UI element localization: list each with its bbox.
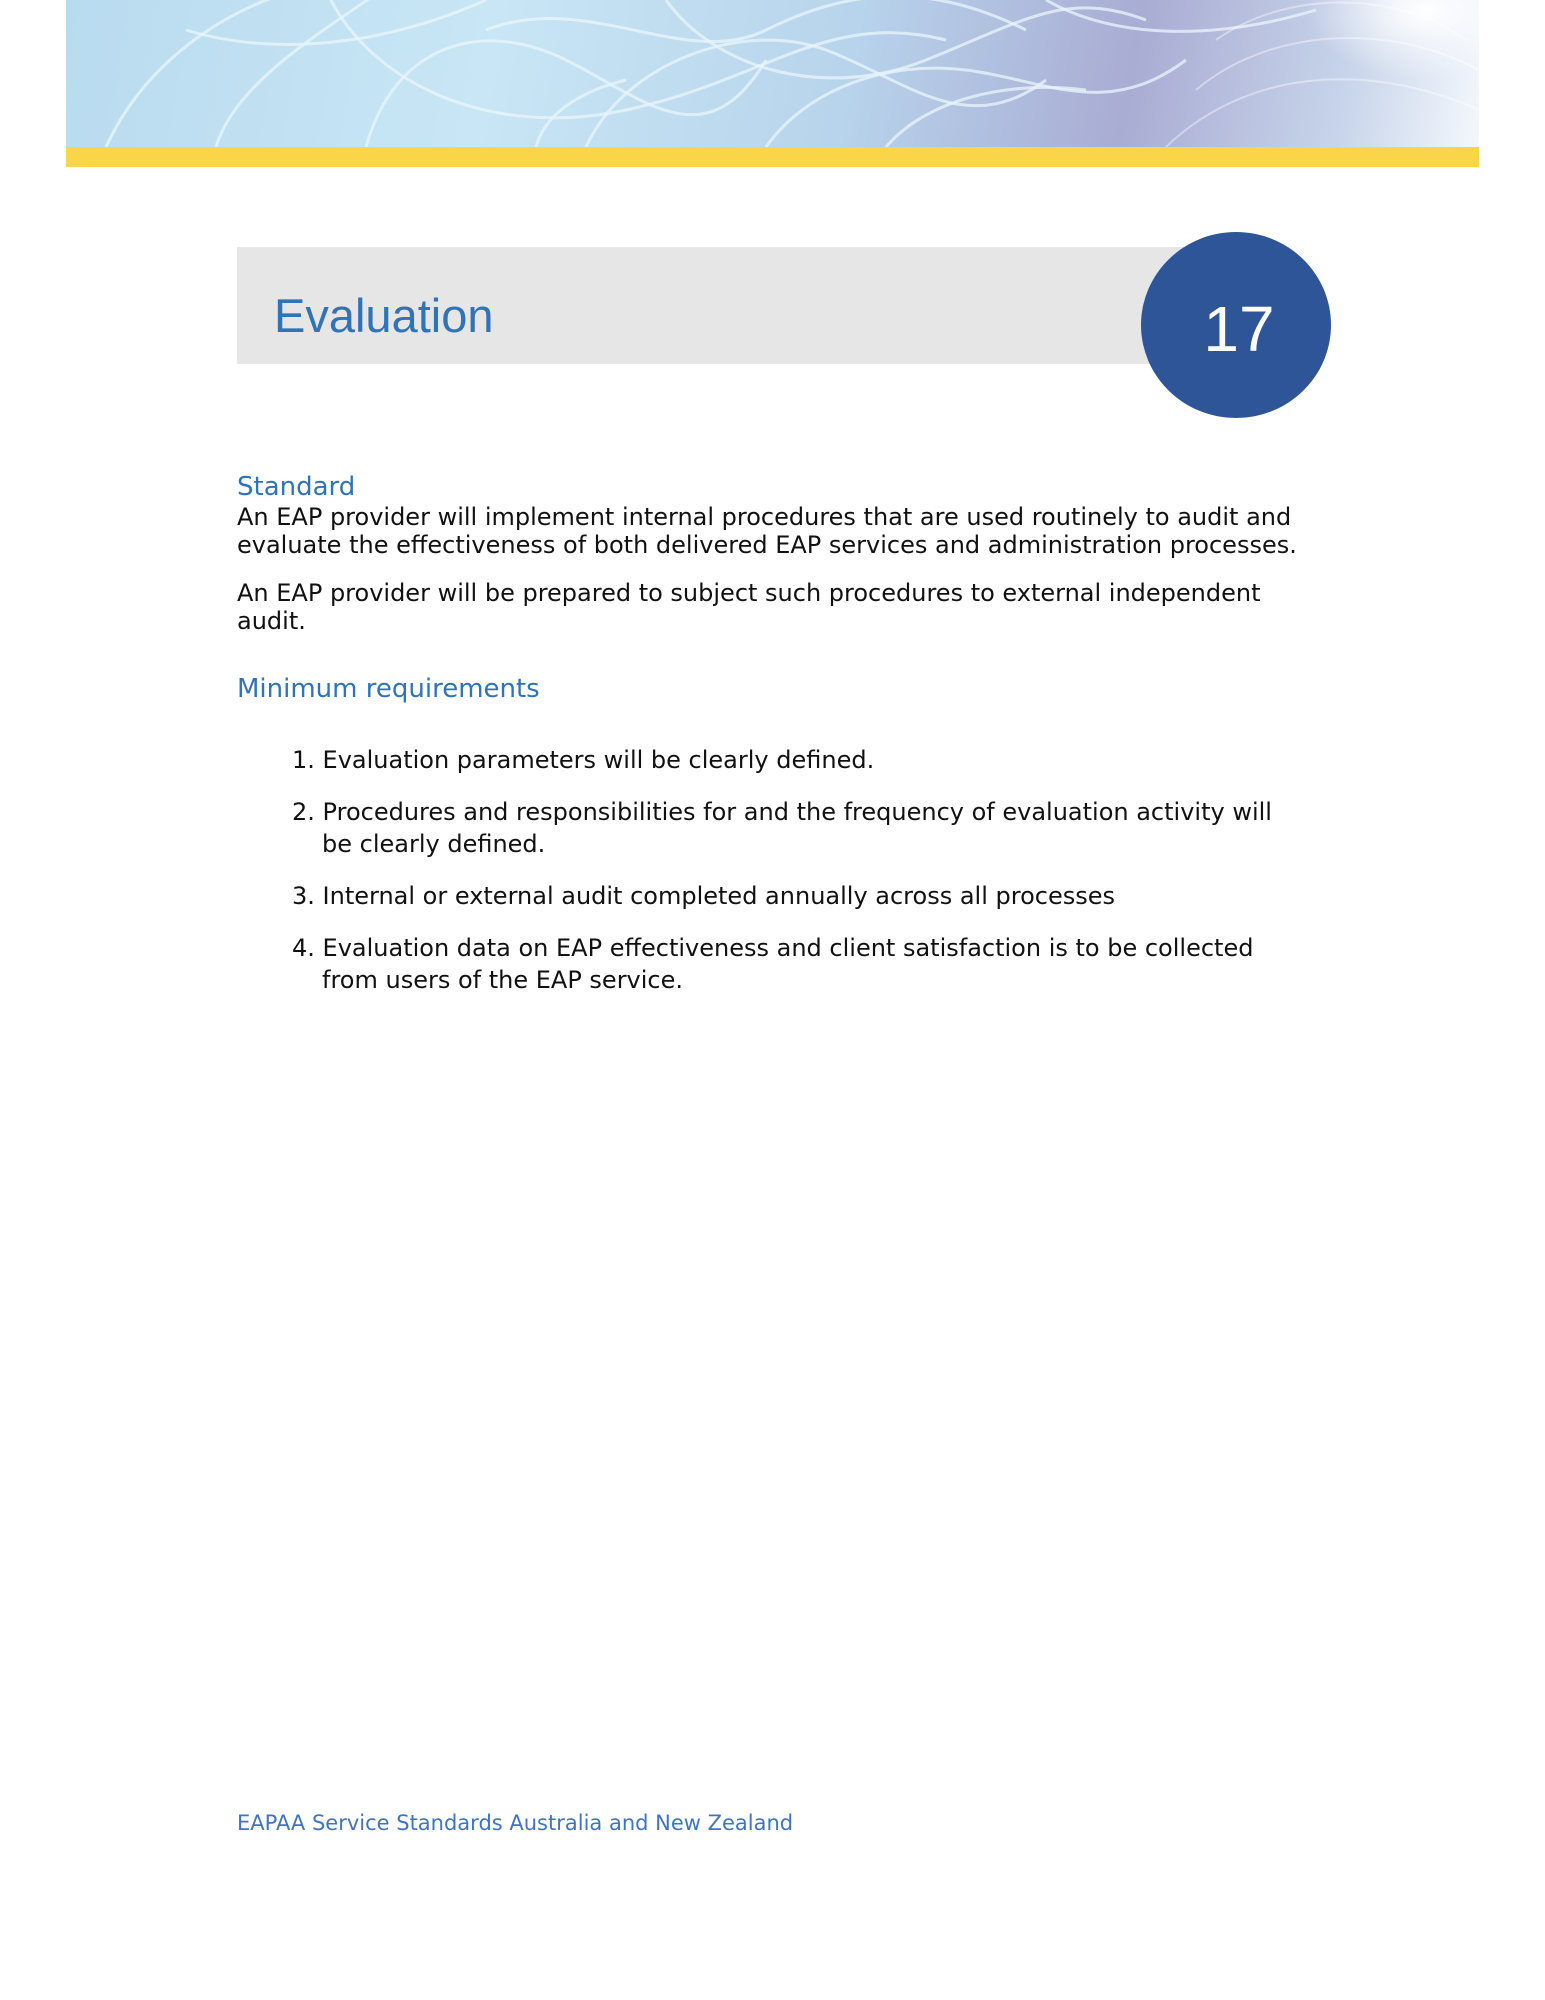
list-item-text: Procedures and responsibilities for and the frequency of evaluation activity will be clearly defined. <box>322 798 1272 858</box>
list-item <box>278 796 1278 860</box>
list-item <box>278 880 1278 912</box>
page-title: Evaluation <box>274 289 494 342</box>
section-number-badge <box>1141 232 1331 418</box>
header-yellow-rule <box>66 147 1479 167</box>
list-item <box>278 932 1278 996</box>
list-item-number: 3. <box>292 882 315 910</box>
standard-paragraph-1: An EAP provider will implement internal procedures that are used routinely to audit and evaluate the effectiveness of both delivered EAP services and administration processes. <box>237 503 1297 559</box>
standard-heading: Standard <box>237 472 356 502</box>
standard-paragraph-2: An EAP provider will be prepared to subject such procedures to external independent audit. <box>237 579 1261 635</box>
list-item-number: 1. <box>292 746 315 774</box>
list-item-text: Internal or external audit completed annually across all processes <box>322 882 1116 910</box>
list-item-text: Evaluation parameters will be clearly defined. <box>322 746 875 774</box>
list-item <box>278 744 1278 776</box>
header-banner <box>66 0 1479 147</box>
footer-text: EAPAA Service Standards Australia and New Zealand <box>237 1811 794 1835</box>
requirements-list <box>278 744 1278 1016</box>
minimum-requirements-heading: Minimum requirements <box>237 674 540 704</box>
banner-swirl-graphic <box>66 0 1479 147</box>
section-number: 17 <box>1203 293 1275 365</box>
list-item-number: 4. <box>292 934 315 962</box>
list-item-text: Evaluation data on EAP effectiveness and client satisfaction is to be collected from users of the EAP service. <box>322 934 1254 994</box>
list-item-number: 2. <box>292 798 315 826</box>
